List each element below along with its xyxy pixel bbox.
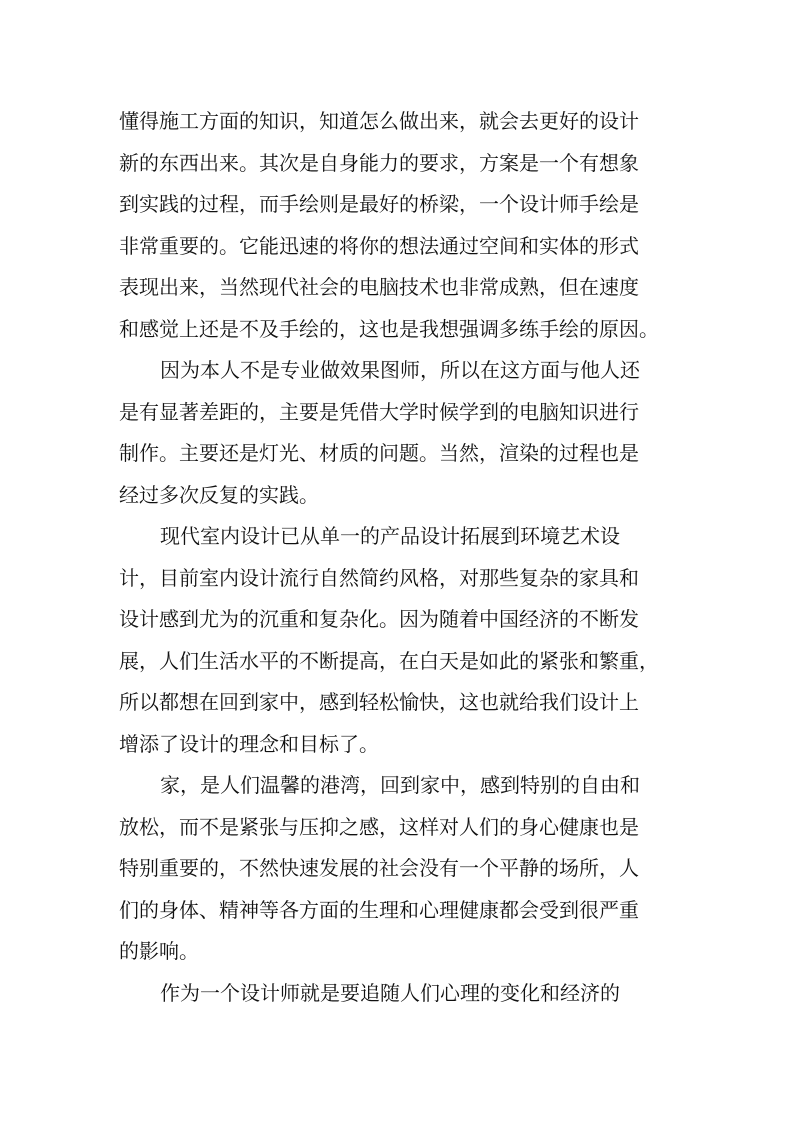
text-line: 非常重要的。它能迅速的将你的想法通过空间和实体的形式 xyxy=(119,233,639,258)
text-line: 到实践的过程，而手绘则是最好的桥梁，一个设计师手绘是 xyxy=(119,192,639,216)
text-line: 新的东西出来。其次是自身能力的要求，方案是一个有想象 xyxy=(119,150,639,175)
paragraph-first-line: 家，是人们温馨的港湾，回到家中，感到特别的自由和 xyxy=(160,773,640,797)
text-line: 和感觉上还是不及手绘的，这也是我想强调多练手绘的原因。 xyxy=(119,316,659,341)
text-line: 特别重要的，不然快速发展的社会没有一个平静的场所，人 xyxy=(119,856,639,880)
text-line: 经过多次反复的实践。 xyxy=(119,482,319,507)
text-line: 制作。主要还是灯光、材质的问题。当然，渲染的过程也是 xyxy=(119,441,639,465)
text-line: 计，目前室内设计流行自然简约风格，对那些复杂的家具和 xyxy=(119,565,639,590)
document-body xyxy=(119,101,675,1014)
text-line: 所以都想在回到家中，感到轻松愉快，这也就给我们设计上 xyxy=(119,690,639,714)
text-line: 展，人们生活水平的不断提高，在白天是如此的紧张和繁重， xyxy=(119,648,659,673)
paragraph-first-line: 因为本人不是专业做效果图师，所以在这方面与他人还 xyxy=(160,358,640,382)
paragraph-first-line: 现代室内设计已从单一的产品设计拓展到环境艺术设 xyxy=(160,524,620,548)
text-line: 是有显著差距的，主要是凭借大学时候学到的电脑知识进行 xyxy=(119,399,639,424)
text-line: 的影响。 xyxy=(119,939,199,963)
text-line: 们的身体、精神等各方面的生理和心理健康都会受到很严重 xyxy=(119,897,639,922)
text-line: 放松，而不是紧张与压抑之感，这样对人们的身心健康也是 xyxy=(119,814,639,839)
text-line: 设计感到尤为的沉重和复杂化。因为随着中国经济的不断发 xyxy=(119,607,639,631)
paragraph-first-line: 作为一个设计师就是要追随人们心理的变化和经济的 xyxy=(160,980,620,1005)
text-line: 增添了设计的理念和目标了。 xyxy=(119,731,379,756)
text-line: 表现出来，当然现代社会的电脑技术也非常成熟，但在速度 xyxy=(119,275,639,299)
text-line: 懂得施工方面的知识，知道怎么做出来，就会去更好的设计 xyxy=(119,109,639,133)
